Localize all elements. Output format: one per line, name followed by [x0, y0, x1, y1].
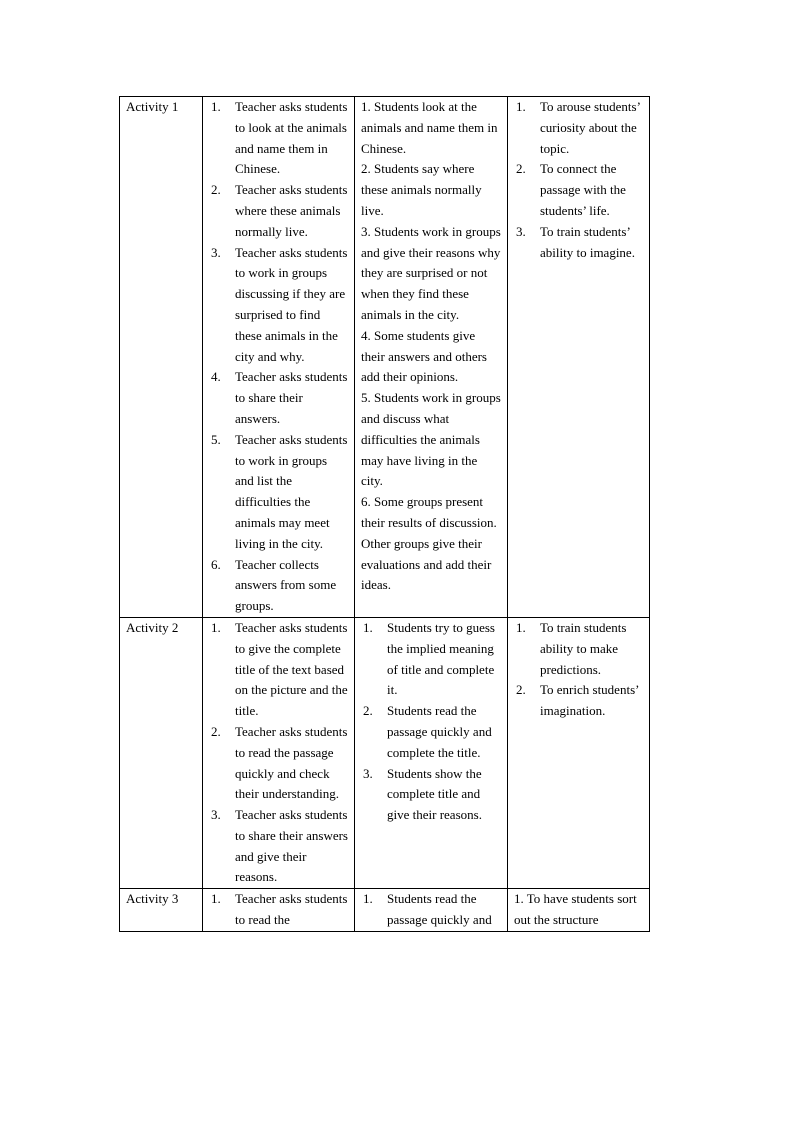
student-activities-cell — [355, 97, 508, 618]
list-item: 1. Students read the passage quickly and — [363, 891, 492, 928]
student-activities-cell — [355, 889, 508, 932]
table-row — [120, 889, 650, 932]
list-item: 1. Teacher asks students to read the — [211, 891, 348, 928]
teacher-activities-cell — [203, 889, 355, 932]
table-row — [120, 97, 650, 618]
purpose-step: 1. To have students sort out the structure — [514, 891, 637, 928]
list-item: 3. Teacher asks students to share their answers and give their reasons. — [211, 807, 348, 885]
activity-label: Activity 3 — [120, 889, 203, 932]
student-step: 4. Some students give their answers and others add their opinions. — [361, 327, 487, 385]
student-step: 6. Some groups present their results of discussion. Other groups give their evaluations and add their ideas. — [361, 494, 497, 593]
student-step: 1. Students look at the animals and name them in Chinese. — [361, 99, 498, 156]
activity-label: Activity 1 — [120, 97, 203, 618]
student-step: 3. Students work in groups and give their reasons why they are surprised or not when they find these animals in the city. — [361, 223, 501, 322]
purpose-cell — [508, 617, 650, 888]
list-item: 3. To train students’ ability to imagine. — [516, 223, 635, 260]
list-item: 2. Teacher asks students to read the passage quickly and check their understanding. — [211, 723, 348, 802]
purpose-cell — [508, 97, 650, 618]
list-item: 6. Teacher collects answers from some groups. — [211, 556, 337, 614]
list-item: 3. Students show the complete title and give their reasons. — [363, 765, 482, 823]
list-item: 4. Teacher asks students to share their answers. — [211, 369, 348, 426]
list-item: 2. To connect the passage with the students’ life. — [516, 161, 626, 218]
list-item: 1. Teacher asks students to give the complete title of the text based on the picture and the title. — [211, 619, 348, 719]
list-item: 2. To enrich students’ imagination. — [516, 682, 639, 719]
list-item: 2. Students read the passage quickly and complete the title. — [363, 703, 492, 760]
lesson-plan-table — [119, 96, 650, 932]
student-step: 2. Students say where these animals normally live. — [361, 161, 482, 218]
student-activities-cell — [355, 617, 508, 888]
list-item: 5. Teacher asks students to work in groups and list the difficulties the animals may meet living in the city. — [211, 431, 348, 551]
purpose-cell — [508, 889, 650, 932]
list-item: 1. Students try to guess the implied meaning of title and complete it. — [363, 619, 495, 698]
list-item: 3. Teacher asks students to work in groups discussing if they are surprised to find these animals in the city and why. — [211, 244, 348, 364]
list-item: 2. Teacher asks students where these animals normally live. — [211, 182, 348, 239]
teacher-activities-cell — [203, 617, 355, 888]
teacher-activities-cell — [203, 97, 355, 618]
activity-label: Activity 2 — [120, 617, 203, 888]
student-step: 5. Students work in groups and discuss what difficulties the animals may have living in the city. — [361, 390, 501, 489]
list-item: 1. To train students ability to make predictions. — [516, 619, 627, 677]
table-row — [120, 617, 650, 888]
list-item: 1. To arouse students’ curiosity about the topic. — [516, 99, 640, 156]
list-item: 1. Teacher asks students to look at the animals and name them in Chinese. — [211, 99, 348, 177]
